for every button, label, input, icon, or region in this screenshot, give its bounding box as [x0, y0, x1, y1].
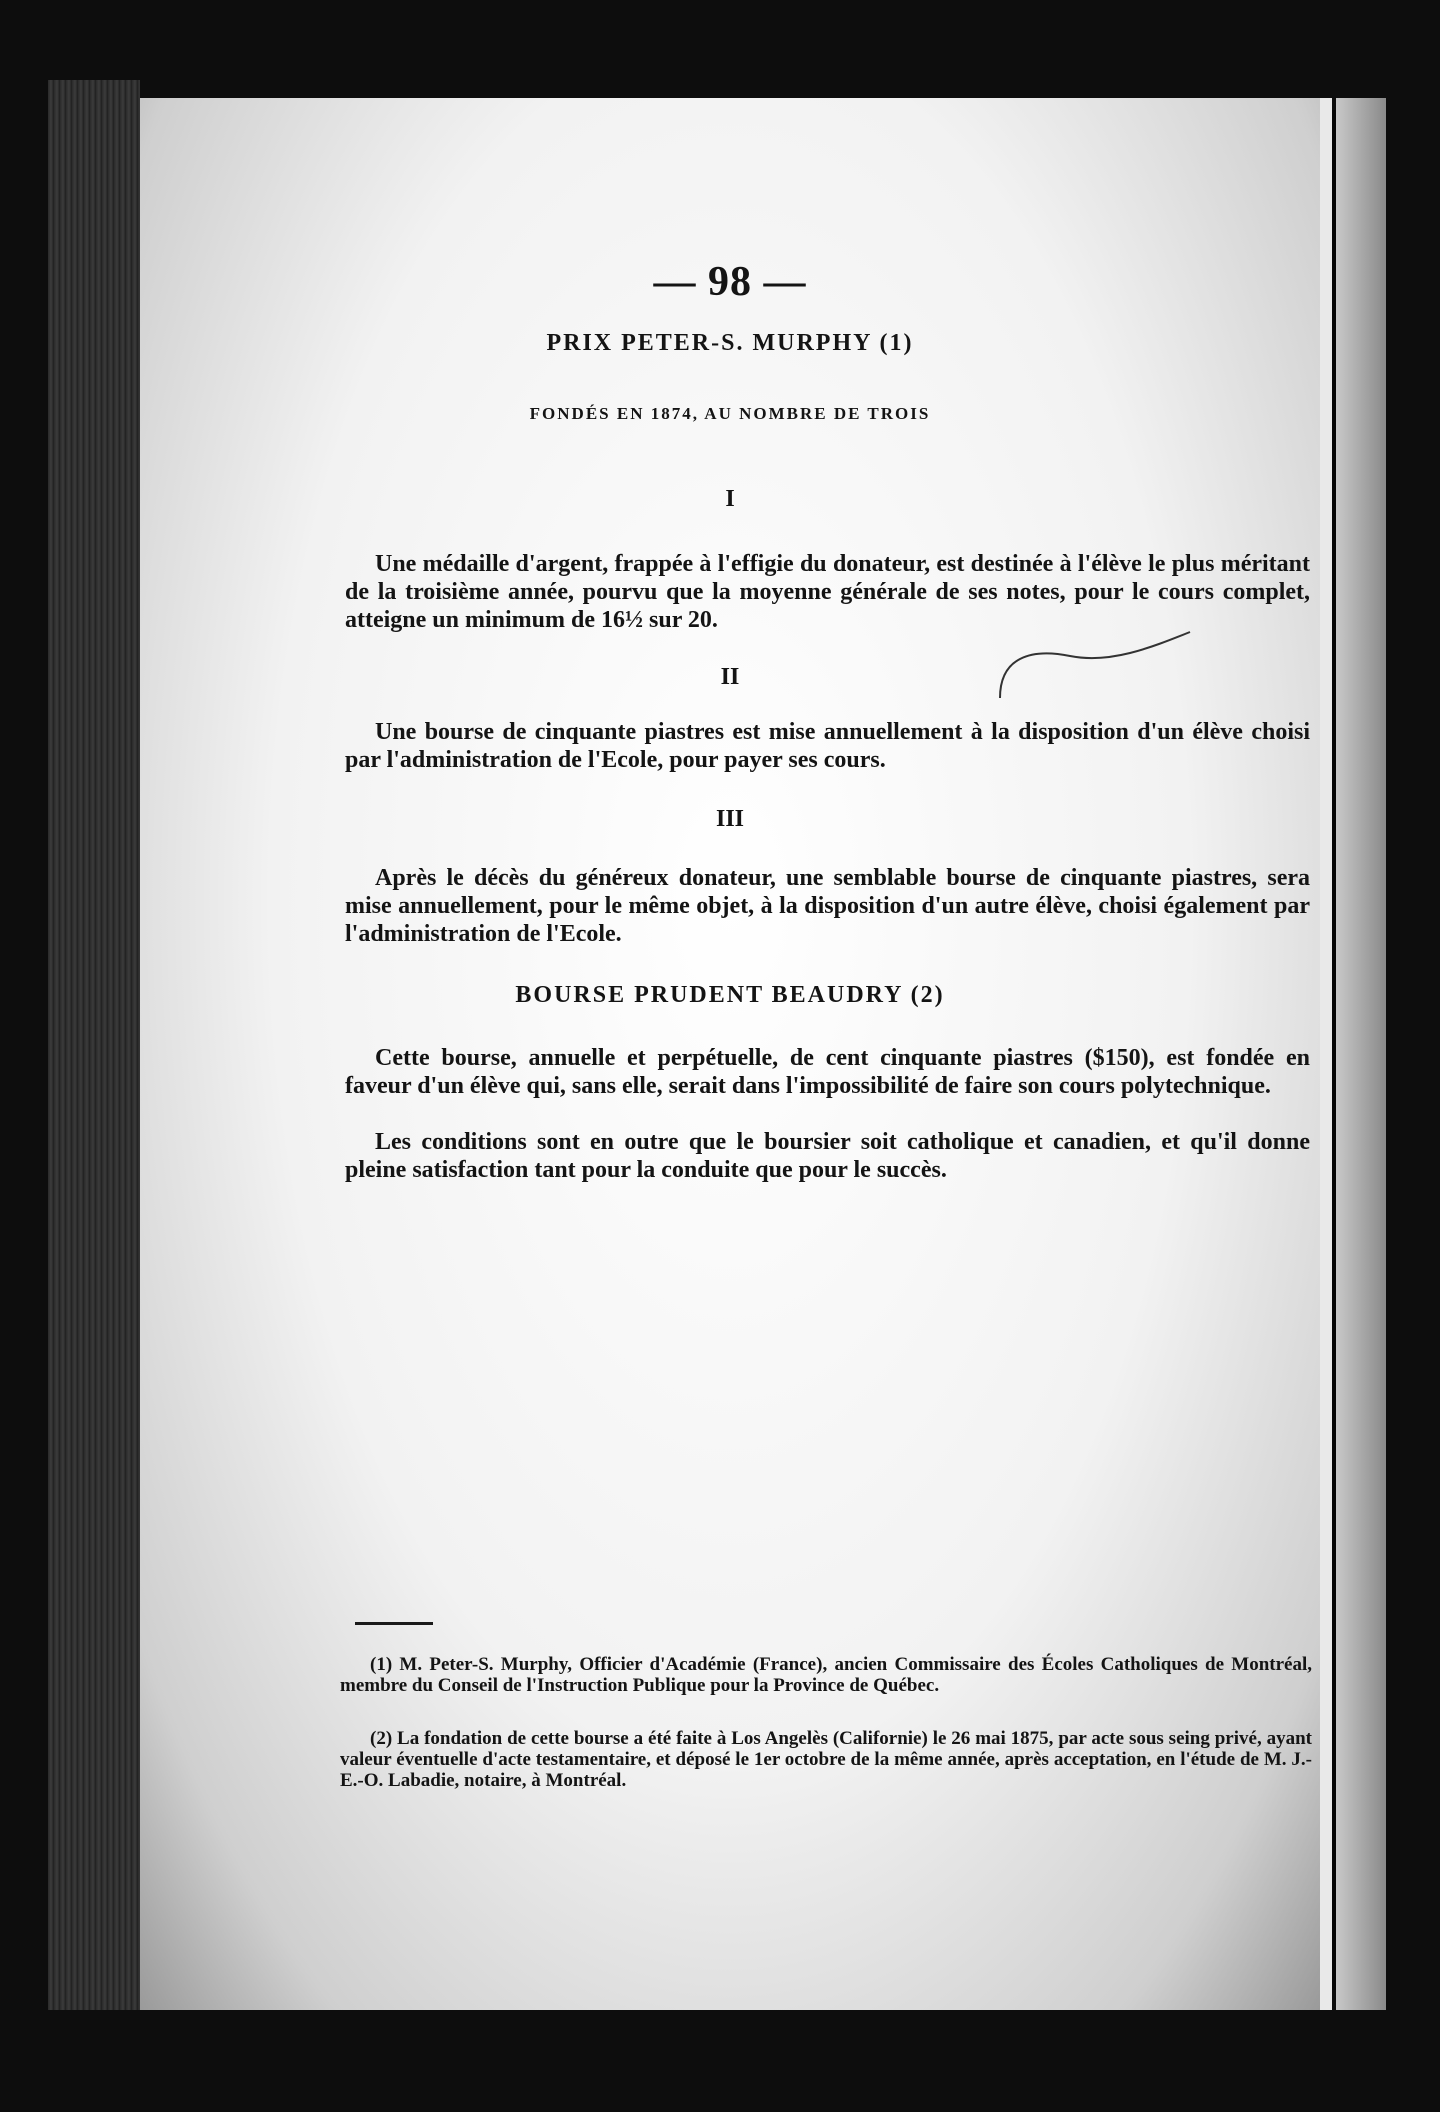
page-gutter [1320, 98, 1332, 2010]
section-subtitle-murphy: FONDÉS EN 1874, AU NOMBRE DE TROIS [529, 404, 931, 423]
beaudry-paragraph-2: Les conditions sont en outre que le boursier soit catholique et canadien, et qu'il donne pleine satisfaction tant pour la conduite que pour le succès. [345, 1129, 1310, 1183]
part-numeral-3: III [715, 806, 745, 832]
section-title-beaudry: BOURSE PRUDENT BEAUDRY (2) [515, 982, 945, 1008]
part-text-3: Après le décès du généreux donateur, une semblable bourse de cinquante piastres, sera mise annuellement, pour le même objet, à la disposition d'un autre élève, choisi également par l'administration de l'Ecole. [345, 865, 1310, 947]
document-page [140, 98, 1320, 2010]
page-number: — 98 — [653, 259, 807, 305]
book-page-edges [48, 80, 140, 2010]
footnote-rule [355, 1622, 433, 1625]
footnote-2: (2) La fondation de cette bourse a été faite à Los Angelès (Californie) le 26 mai 1875, par acte sous seing privé, ayant valeur éventuelle d'acte testamentaire, et déposé le 1er octobre de la même année, après acceptation, en l'étude de M. J.-E.-O. Labadie, notaire, à Montréal. [340, 1728, 1312, 1791]
section-title-murphy: PRIX PETER-S. MURPHY (1) [546, 330, 914, 356]
pencil-mark [990, 628, 1210, 708]
facing-page-margin [1336, 98, 1386, 2010]
part-text-1: Une médaille d'argent, frappée à l'effigie du donateur, est destinée à l'élève le plus méritant de la troisième année, pourvu que la moyenne générale de ses notes, pour le cours complet, atteigne un minimum de 16½ sur 20. [345, 551, 1310, 633]
beaudry-paragraph-1: Cette bourse, annuelle et perpétuelle, de cent cinquante piastres ($150), est fondée en faveur d'un élève qui, sans elle, serait dans l'impossibilité de faire son cours polytechnique. [345, 1045, 1310, 1099]
footnote-1: (1) M. Peter-S. Murphy, Officier d'Académie (France), ancien Commissaire des Écoles Catholiques de Montréal, membre du Conseil de l'Instruction Publique pour la Province de Québec. [340, 1654, 1312, 1696]
part-text-2: Une bourse de cinquante piastres est mise annuellement à la disposition d'un élève choisi par l'administration de l'Ecole, pour payer ses cours. [345, 719, 1310, 773]
part-numeral-1: I [725, 486, 735, 512]
part-numeral-2: II [720, 664, 740, 690]
